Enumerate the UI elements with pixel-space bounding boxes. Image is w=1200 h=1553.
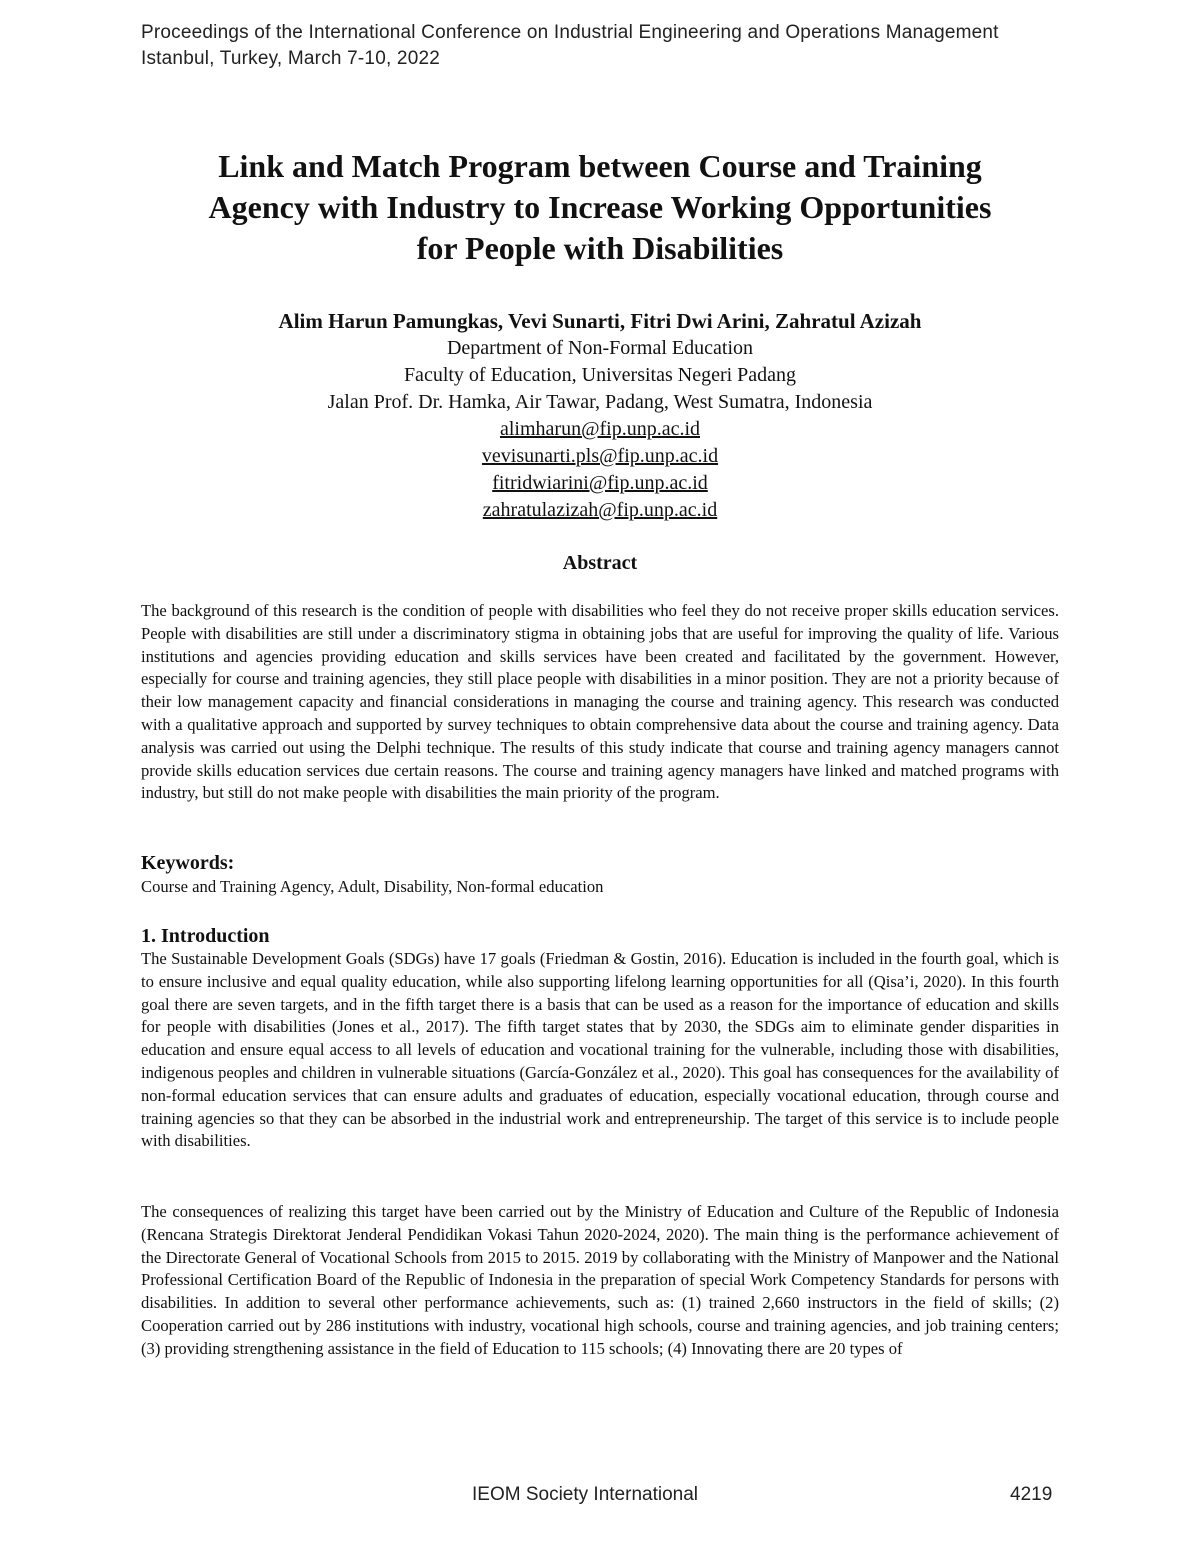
introduction-paragraph-2: The consequences of realizing this target have been carried out by the Ministry of Education and Culture of the Republic of Indonesia (Rencana Strategis Direktorat Jenderal Pendidikan Vokasi Tahun 2020-2024, 2020). The main thing is the performance achievement of the Directorate General of Vocational Schools from 2015 to 2015. 2019 by collaborating with the Ministry of Manpower and the National Professional Certification Board of the Republic of Indonesia in the preparation of special Work Competency Standards for persons with disabilities. In addition to several other performance achievements, such as: (1) trained 2,660 instructors in the field of skills; (2) Cooperation carried out by 286 institutions with industry, vocational high schools, course and training agencies, and job training centers; (3) providing strengthening assistance in the field of Education to 115 schools; (4) Innovating there are 20 types of	[141, 1202, 1059, 1358]
paper-title	[130, 146, 1070, 269]
affiliation-block	[141, 335, 1059, 524]
email-link[interactable]: vevisunarti.pls@fip.unp.ac.id	[481, 445, 719, 467]
abstract-text: The background of this research is the condition of people with disabilities who feel they do not receive proper skills education services. People with disabilities are still under a discriminatory stigma in obtaining jobs that are useful for improving the quality of life. Various institutions and agencies providing education and skills services have been created and facilitated by the government. However, especially for course and training agencies, they still place people with disabilities in a minor position. They are not a priority because of their low management capacity and financial considerations in managing the course and training agency. This research was conducted with a qualitative approach and supported by survey techniques to obtain comprehensive data about the course and training agency. Data analysis was carried out using the Delphi technique. The results of this study indicate that course and training agency managers cannot provide skills education services due certain reasons. The course and training agency managers have linked and matched programs with industry, but still do not make people with disabilities the main priority of the program.	[141, 601, 1059, 803]
page-number: 4219	[1010, 1484, 1053, 1505]
paper-title-line-1: Link and Match Program between Course and Training	[218, 148, 982, 184]
keywords-text: Course and Training Agency, Adult, Disability, Non-formal education	[141, 877, 604, 896]
author-list: Alim Harun Pamungkas, Vevi Sunarti, Fitri Dwi Arini, Zahratul Azizah	[278, 309, 922, 333]
abstract-heading: Abstract	[562, 552, 638, 574]
email-link[interactable]: alimharun@fip.unp.ac.id	[499, 418, 701, 440]
department: Department of Non-Formal Education	[446, 337, 754, 359]
address: Jalan Prof. Dr. Hamka, Air Tawar, Padang, West Sumatra, Indonesia	[327, 391, 873, 413]
faculty: Faculty of Education, Universitas Negeri Padang	[403, 364, 797, 386]
email-link[interactable]: zahratulazizah@fip.unp.ac.id	[482, 499, 718, 521]
keywords-heading: Keywords:	[141, 852, 235, 874]
paper-title-line-3: for People with Disabilities	[416, 230, 784, 266]
conference-header	[141, 20, 999, 72]
email-link[interactable]: fitridwiarini@fip.unp.ac.id	[492, 472, 708, 494]
introduction-paragraph-1: The Sustainable Development Goals (SDGs) have 17 goals (Friedman & Gostin, 2016). Education is included in the fourth goal, which is to ensure inclusive and equal quality education, while also supporting lifelong learning opportunities for all (Qisa’i, 2020). In this fourth goal there are seven targets, and in the fifth target there is a basis that can be used as a reason for the importance of education and skills for people with disabilities (Jones et al., 2017). The fifth target states that by 2030, the SDGs aim to eliminate gender disparities in education and ensure equal access to all levels of education and vocational training for the vulnerable, including those with disabilities, indigenous peoples and children in vulnerable situations (García-González et al., 2020). This goal has consequences for the availability of non-formal education services that can ensure adults and graduates of education, especially vocational education, through course and training agencies so that they can be absorbed in the industrial work and entrepreneurship. The target of this service is to include people with disabilities.	[141, 949, 1059, 1151]
conference-location-date: Istanbul, Turkey, March 7-10, 2022	[141, 48, 440, 69]
paper-title-line-2: Agency with Industry to Increase Working Opportunities	[208, 189, 992, 225]
conference-name: Proceedings of the International Conference on Industrial Engineering and Operations Management	[141, 22, 999, 43]
introduction-heading: 1. Introduction	[141, 925, 270, 947]
footer-society: IEOM Society International	[472, 1484, 698, 1505]
